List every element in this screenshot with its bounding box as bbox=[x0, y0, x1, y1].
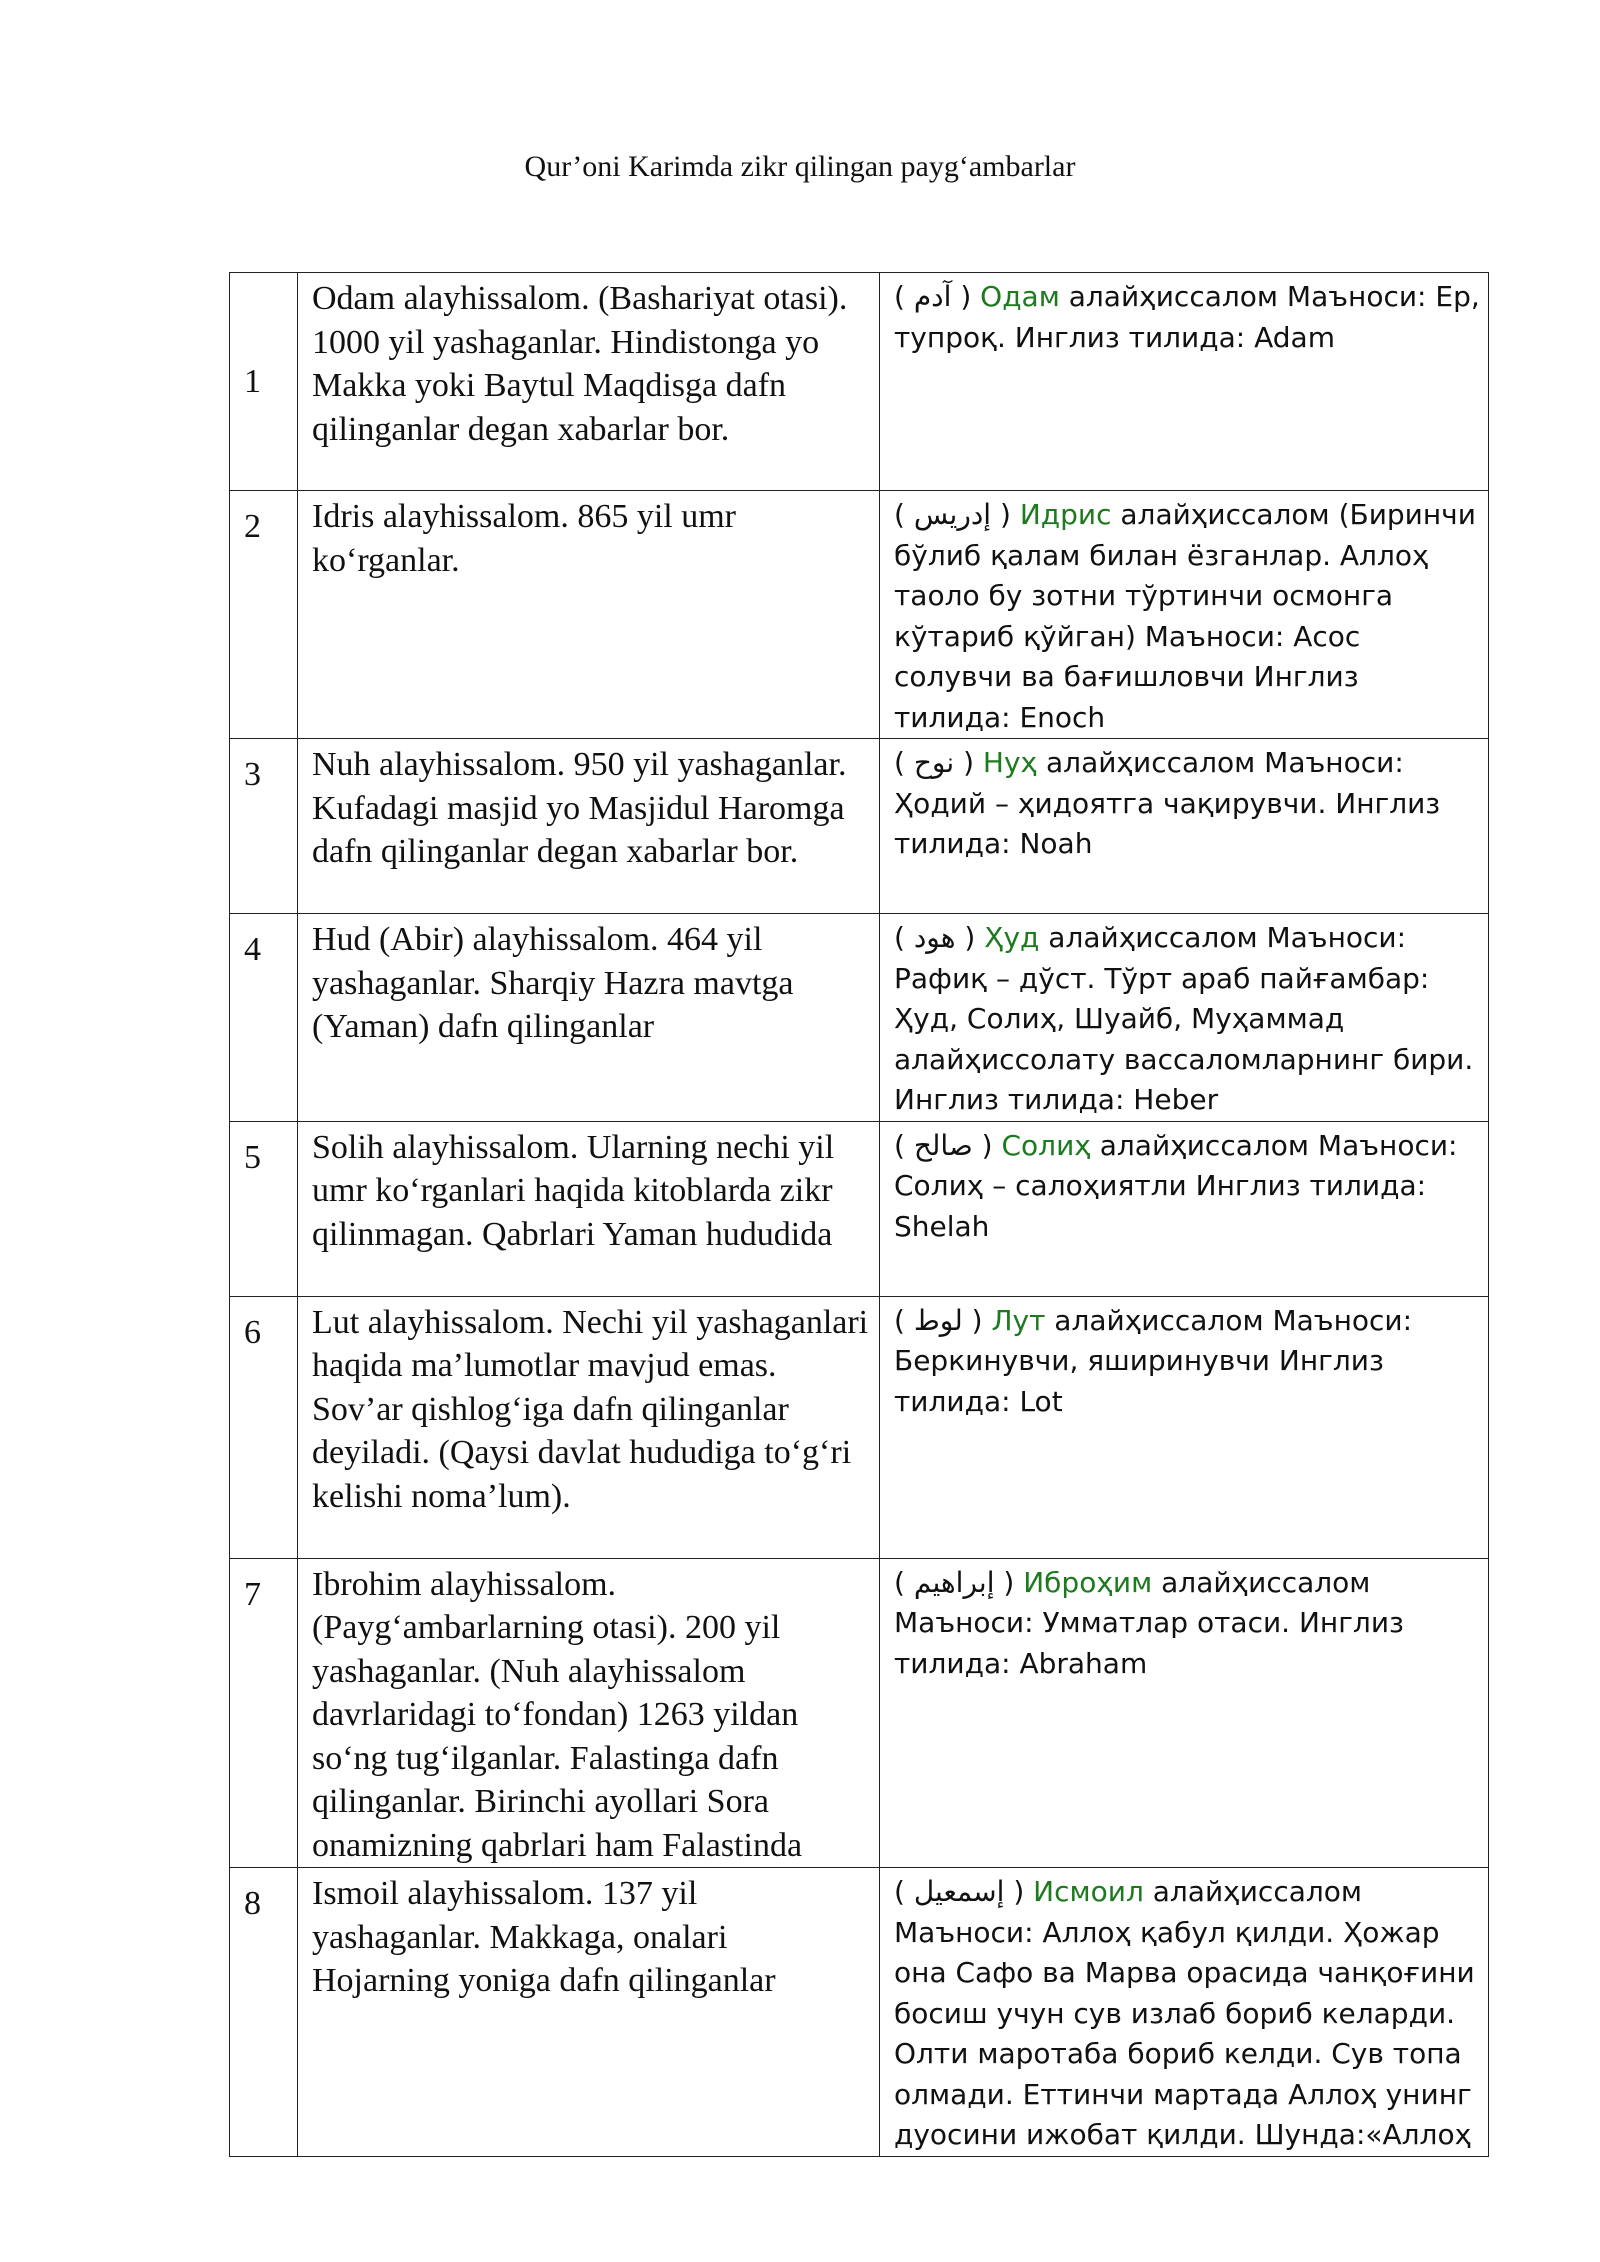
arabic-name: لوط bbox=[913, 1303, 963, 1337]
meaning-text: алайҳиссалом Маъноси: Рафиқ – дўст. Тўрт араб пайғамбар: Ҳуд, Солиҳ, Шуайб, Муҳаммад алайҳиссолату вассаломларнинг бири. Инглиз тилида: Heber bbox=[894, 921, 1474, 1116]
table-row bbox=[230, 1296, 1489, 1558]
prophet-name: Лут bbox=[991, 1303, 1046, 1337]
uzbek-description: Ismoil alayhissalom. 137 yil yashaganlar. Makkaga, onalari Hojarning yoniga dafn qilinganlar bbox=[298, 1868, 880, 2157]
meaning-text: алайҳиссалом Маъноси: Умматлар отаси. Инглиз тилида: Abraham bbox=[894, 1565, 1404, 1680]
uzbek-description: Ibrohim alayhissalom. (Payg‘ambarlarning otasi). 200 yil yashaganlar. (Nuh alayhissalom davrlaridagi to‘fondan) 1263 yildan so‘ng tug‘ilganlar. Falastinga dafn qilinganlar. Birinchi ayollari Sora onamizning qabrlari ham Falastinda bbox=[298, 1558, 880, 1868]
table-row bbox=[230, 914, 1489, 1122]
prophet-name: Иброҳим bbox=[1023, 1565, 1153, 1599]
arabic-name: إدريس bbox=[913, 498, 992, 531]
arabic-name: نوح bbox=[913, 746, 955, 779]
meaning-text: алайҳиссалом Маъноси: Солиҳ – салоҳиятли Инглиз тилида: Shelah bbox=[894, 1128, 1458, 1243]
prophet-name: Нуҳ bbox=[982, 746, 1038, 779]
arabic-name: إبراهيم bbox=[913, 1565, 995, 1599]
uzbek-description: Lut alayhissalom. Nechi yil yashaganlari haqida ma’lumotlar mavjud emas. Sov’ar qishlog‘iga dafn qilinganlar deyiladi. (Qaysi davlat hududiga to‘g‘ri kelishi noma’lum). bbox=[298, 1296, 880, 1558]
row-number: 3 bbox=[230, 739, 298, 914]
table-row bbox=[230, 1558, 1489, 1868]
arabic-name: صالح bbox=[913, 1128, 973, 1162]
meaning-text: алайҳиссалом Маъноси: Ер, тупроқ. Инглиз тилида: Adam bbox=[894, 280, 1480, 354]
meaning-text: алайҳиссалом (Биринчи бўлиб қалам билан ёзганлар. Аллоҳ таоло бу зотни тўртинчи осмонга кўтариб қўйган) Маъноси: Асос солувчи ва бағишловчи Инглиз тилида: Enoch bbox=[894, 498, 1476, 734]
prophet-name: Идрис bbox=[1019, 498, 1112, 531]
cyrillic-description: ( نوح ) Нуҳ алайҳиссалом Маъноси: Ҳодий – ҳидоятга чақирувчи. Инглиз тилида: Noah bbox=[880, 739, 1489, 914]
table-row bbox=[230, 491, 1489, 739]
row-number: 2 bbox=[230, 491, 298, 739]
page-title: Qur’oni Karimda zikr qilingan payg‘ambarlar bbox=[524, 150, 1076, 183]
cyrillic-description: ( إسمعيل ) Исмоил алайҳиссалом Маъноси: Аллоҳ қабул қилди. Ҳожар она Сафо ва Марва орасида чанқоғини босиш учун сув излаб бориб келарди. Олти маротаба бориб келди. Сув топа олмади. Еттинчи мартада Аллоҳ унинг дуосини ижобат қилди. Шунда:«Аллоҳ bbox=[880, 1868, 1489, 2157]
cyrillic-description: ( إبراهيم ) Иброҳим алайҳиссалом Маъноси: Умматлар отаси. Инглиз тилида: Abraham bbox=[880, 1558, 1489, 1868]
uzbek-description: Odam alayhissalom. (Bashariyat otasi). 1000 yil yashaganlar. Hindistonga yo Makka yoki Baytul Maqdisga dafn qilinganlar degan xabarlar bor. bbox=[298, 273, 880, 491]
uzbek-description: Solih alayhissalom. Ularning nechi yil umr ko‘rganlari haqida kitoblarda zikr qilinmagan. Qabrlari Yaman hududida bbox=[298, 1121, 880, 1296]
arabic-name: آدم bbox=[913, 280, 952, 313]
row-number: 6 bbox=[230, 1296, 298, 1558]
cyrillic-description: ( لوط ) Лут алайҳиссалом Маъноси: Беркинувчи, яширинувчи Инглиз тилида: Lot bbox=[880, 1296, 1489, 1558]
meaning-text: алайҳиссалом Маъноси: Беркинувчи, яширинувчи Инглиз тилида: Lot bbox=[894, 1303, 1413, 1418]
row-number: 4 bbox=[230, 914, 298, 1122]
cyrillic-description: ( آدم ) Одам алайҳиссалом Маъноси: Ер, тупроқ. Инглиз тилида: Adam bbox=[880, 273, 1489, 491]
prophets-table bbox=[229, 272, 1489, 2157]
row-number: 7 bbox=[230, 1558, 298, 1868]
row-number: 5 bbox=[230, 1121, 298, 1296]
cyrillic-description: ( هود ) Ҳуд алайҳиссалом Маъноси: Рафиқ – дўст. Тўрт араб пайғамбар: Ҳуд, Солиҳ, Шуайб, Муҳаммад алайҳиссолату вассаломларнинг бири. Инглиз тилида: Heber bbox=[880, 914, 1489, 1122]
row-number: 1 bbox=[230, 273, 298, 491]
table-row bbox=[230, 273, 1489, 491]
prophet-name: Ҳуд bbox=[984, 921, 1040, 954]
uzbek-description: Idris alayhissalom. 865 yil umr ko‘rganlar. bbox=[298, 491, 880, 739]
prophet-name: Солиҳ bbox=[1001, 1128, 1091, 1162]
uzbek-description: Hud (Abir) alayhissalom. 464 yil yashaganlar. Sharqiy Hazra mavtga (Yaman) dafn qilinganlar bbox=[298, 914, 880, 1122]
meaning-text: алайҳиссалом Маъноси: Аллоҳ қабул қилди. Ҳожар она Сафо ва Марва орасида чанқоғини босиш учун сув излаб бориб келарди. Олти маротаба бориб келди. Сув топа олмади. Еттинчи мартада Аллоҳ унинг дуосини ижобат қилди. Шунда:«Аллоҳ bbox=[894, 1875, 1475, 2151]
cyrillic-description: ( صالح ) Солиҳ алайҳиссалом Маъноси: Солиҳ – салоҳиятли Инглиз тилида: Shelah bbox=[880, 1121, 1489, 1296]
cyrillic-description: ( إدريس ) Идрис алайҳиссалом (Биринчи бўлиб қалам билан ёзганлар. Аллоҳ таоло бу зотни тўртинчи осмонга кўтариб қўйган) Маъноси: Асос солувчи ва бағишловчи Инглиз тилида: Enoch bbox=[880, 491, 1489, 739]
prophet-name: Одам bbox=[980, 280, 1060, 313]
prophet-name: Исмоил bbox=[1033, 1875, 1144, 1908]
row-number: 8 bbox=[230, 1868, 298, 2157]
table-row bbox=[230, 1868, 1489, 2157]
uzbek-description: Nuh alayhissalom. 950 yil yashaganlar. Kufadagi masjid yo Masjidul Haromga dafn qilinganlar degan xabarlar bor. bbox=[298, 739, 880, 914]
table-row bbox=[230, 739, 1489, 914]
arabic-name: هود bbox=[913, 921, 956, 954]
meaning-text: алайҳиссалом Маъноси: Ҳодий – ҳидоятга чақирувчи. Инглиз тилида: Noah bbox=[894, 746, 1441, 860]
table-row bbox=[230, 1121, 1489, 1296]
arabic-name: إسمعيل bbox=[913, 1875, 1005, 1908]
